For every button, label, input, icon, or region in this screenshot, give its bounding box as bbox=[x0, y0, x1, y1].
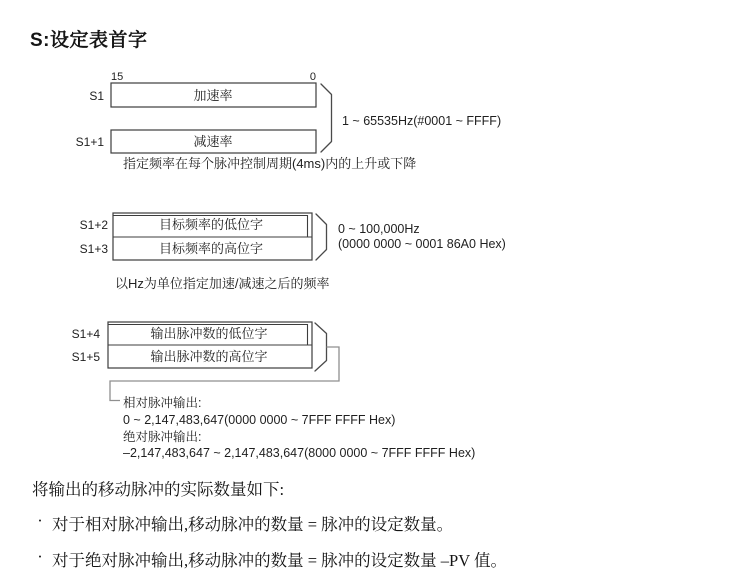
bit-label-high: 15 bbox=[111, 71, 124, 83]
register-cell: 目标频率的高位字 bbox=[158, 241, 264, 256]
register-cell: 目标频率的低位字 bbox=[158, 217, 264, 232]
page-title: S:设定表首字 bbox=[30, 30, 148, 51]
pulse-note-line: 绝对脉冲输出: bbox=[123, 430, 202, 444]
register-cell: 减速率 bbox=[193, 134, 233, 149]
range-bracket bbox=[316, 214, 327, 260]
range-annotation: 1 ~ 65535Hz(#0001 ~ FFFF) bbox=[342, 114, 502, 128]
register-cell: 输出脉冲数的高位字 bbox=[150, 349, 268, 364]
bullet-item bbox=[34, 547, 507, 571]
bullet-marker: · bbox=[37, 511, 43, 530]
range-bracket bbox=[315, 323, 327, 371]
pulse-note-line: 0 ~ 2,147,483,647(0000 0000 ~ 7FFF FFFF Hex) bbox=[123, 413, 396, 427]
register-row-label: S1+4 bbox=[71, 327, 100, 341]
register-cell: 输出脉冲数的低位字 bbox=[150, 326, 268, 341]
range-bracket bbox=[321, 84, 332, 152]
pulse-note-line: 相对脉冲输出: bbox=[123, 396, 202, 410]
bullet-text: 对于绝对脉冲输出,移动脉冲的数量 = 脉冲的设定数量 –PV 值。 bbox=[52, 551, 507, 570]
body-intro: 将输出的移动脉冲的实际数量如下: bbox=[32, 480, 285, 499]
register-cell: 加速率 bbox=[193, 88, 233, 103]
register-row-label: S1+3 bbox=[79, 242, 108, 256]
bullet-marker: · bbox=[37, 547, 43, 566]
range-annotation: (0000 0000 ~ 0001 86A0 Hex) bbox=[338, 237, 506, 251]
register-row-label: S1+5 bbox=[71, 350, 100, 364]
register-row-label: S1+2 bbox=[79, 218, 108, 232]
register-row-label: S1 bbox=[89, 89, 104, 103]
range-annotation: 0 ~ 100,000Hz bbox=[338, 222, 420, 236]
pulse-note-line: –2,147,483,647 ~ 2,147,483,647(8000 0000 ~ 7FFF FFFF Hex) bbox=[123, 446, 476, 460]
register-row-label: S1+1 bbox=[75, 135, 104, 149]
bit-label-low: 0 bbox=[309, 71, 316, 83]
group-caption: 指定频率在每个脉冲控制周期(4ms)内的上升或下降 bbox=[123, 156, 417, 171]
group-caption: 以Hz为单位指定加速/减速之后的频率 bbox=[115, 276, 330, 291]
bullet-text: 对于相对脉冲输出,移动脉冲的数量 = 脉冲的设定数量。 bbox=[52, 515, 454, 534]
bullet-item bbox=[34, 511, 453, 535]
